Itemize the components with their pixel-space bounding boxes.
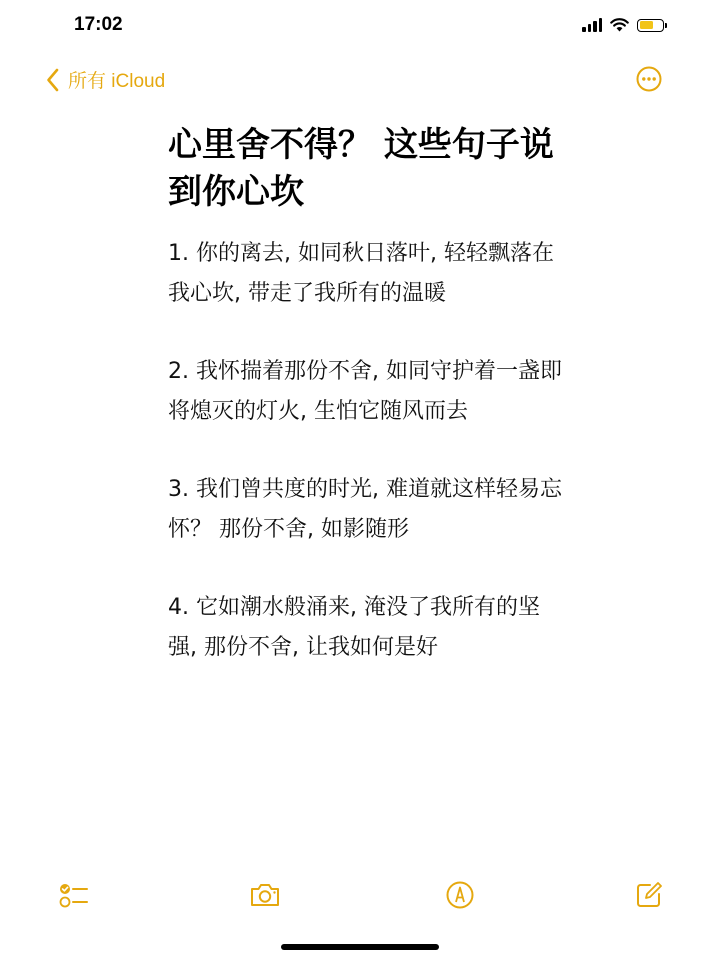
- status-bar: [0, 0, 720, 56]
- note-body[interactable]: [168, 122, 568, 706]
- bottom-toolbar: [0, 876, 720, 918]
- camera-icon: [249, 880, 281, 910]
- compose-button[interactable]: [634, 880, 664, 914]
- note-title: 心里舍不得？ 这些句子说到你心坎: [168, 125, 554, 212]
- battery-level: [640, 21, 653, 29]
- nav-bar: [0, 60, 720, 100]
- note-paragraph: 1. 你的离去, 如同秋日落叶, 轻轻飘落在我心坎, 带走了我所有的温暖: [168, 241, 554, 306]
- home-indicator: [281, 944, 439, 950]
- checklist-icon: [59, 880, 89, 910]
- more-options-button[interactable]: [636, 66, 662, 96]
- checklist-button[interactable]: [59, 880, 89, 914]
- wifi-icon: [610, 18, 629, 32]
- note-paragraph: 3. 我们曾共度的时光, 难道就这样轻易忘怀？ 那份不舍, 如影随形: [168, 477, 562, 542]
- back-button[interactable]: [46, 66, 165, 93]
- ellipsis-circle-icon: [636, 66, 662, 92]
- back-label: 所有 iCloud: [68, 71, 166, 92]
- note-paragraph: 4. 它如潮水般涌来, 淹没了我所有的坚强, 那份不舍, 让我如何是好: [168, 595, 540, 660]
- compose-icon: [634, 880, 664, 910]
- status-time: 17:02: [74, 14, 123, 35]
- markup-button[interactable]: [445, 880, 475, 914]
- camera-button[interactable]: [249, 880, 281, 914]
- cellular-signal-icon: [582, 18, 602, 32]
- markup-pen-icon: [445, 880, 475, 910]
- note-paragraph: 2. 我怀揣着那份不舍, 如同守护着一盏即将熄灭的灯火, 生怕它随风而去: [168, 359, 562, 424]
- status-icons: [582, 18, 664, 32]
- chevron-left-icon: [46, 68, 60, 92]
- battery-icon: [637, 19, 664, 32]
